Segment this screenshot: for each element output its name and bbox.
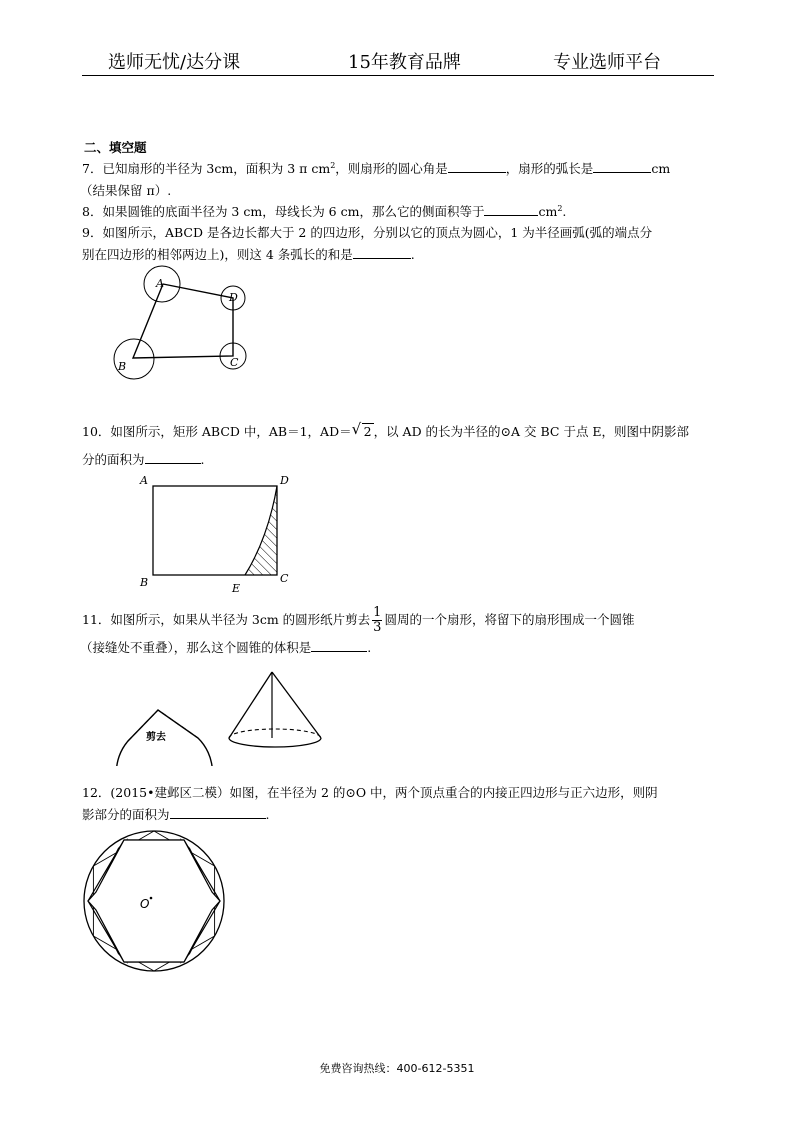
q10-label-b: B — [140, 576, 149, 589]
question-8 — [82, 201, 566, 223]
q12-end: . — [265, 807, 270, 822]
q10-label-e: E — [232, 582, 241, 592]
page-footer: 免费咨询热线：400-612-5351 — [319, 1062, 475, 1075]
q12-inner-region — [88, 840, 220, 962]
question-11-line-1 — [82, 606, 634, 635]
q8-end: . — [562, 204, 567, 219]
q9-text: 别在四边形的相邻两边上)，则这 4 条弧长的和是 — [82, 247, 353, 262]
q10-text-a: 10．如图所示，矩形 ABCD 中，AB＝1，AD＝ — [82, 424, 352, 439]
q11-cone-left-edge — [229, 672, 272, 738]
q10-end: . — [200, 452, 205, 467]
q12-answer-blank[interactable] — [170, 806, 266, 819]
q8-unit: cm — [538, 204, 558, 219]
question-9-line-1: 9．如图所示，ABCD 是各边长都大于 2 的四边形，分别以它的顶点为圆心，1 为半径画弧(弧的端点分 — [82, 225, 653, 240]
page-header — [0, 0, 794, 80]
q8-answer-blank[interactable] — [484, 203, 538, 216]
header-center: 15年教育品牌 — [348, 52, 461, 73]
question-10-line-2 — [82, 449, 205, 471]
q10-shaded-region — [245, 486, 277, 575]
q11-text-b: 圆周的一个扇形，将留下的扇形围成一个圆锥 — [384, 612, 635, 627]
header-right: 专业选师平台 — [553, 52, 661, 73]
q9-label-b: B — [118, 360, 127, 373]
q10-answer-blank[interactable] — [145, 451, 201, 464]
q10-sqrt: √ 2 — [351, 420, 372, 439]
q10-label-a: A — [140, 474, 148, 487]
q10-label-c: C — [280, 572, 289, 585]
q12-text: 影部分的面积为 — [82, 807, 170, 822]
q11-text-a: 11．如图所示，如果从半径为 3cm 的圆形纸片剪去 — [82, 612, 371, 627]
question-11-line-2 — [80, 637, 371, 659]
q11-cut-label: 剪去 — [146, 732, 166, 743]
q7-answer-blank-1[interactable] — [448, 160, 506, 173]
q10-text-b: ，以 AD 的长为半径的⊙A 交 BC 于点 E，则图中阴影部 — [373, 424, 690, 439]
q9-quadrilateral-figure — [108, 262, 248, 384]
q9-label-a: A — [156, 277, 164, 290]
q12-circle-polygons-figure — [80, 828, 232, 974]
question-7-line-1 — [82, 158, 670, 180]
section-title: 二、填空题 — [84, 140, 147, 155]
q11-end: . — [367, 640, 372, 655]
q7-text-c: ，扇形的弧长是 — [505, 161, 594, 176]
q7-answer-blank-2[interactable] — [593, 160, 651, 173]
question-7-line-2: （结果保留 π）. — [80, 183, 172, 198]
q9-circle-b — [114, 339, 154, 379]
q11-sector-cone-figure — [100, 660, 340, 766]
question-10-line-1 — [82, 421, 689, 443]
q11-answer-blank[interactable] — [311, 639, 367, 652]
q8-sup: 2 — [557, 203, 563, 213]
q12-center-dot — [150, 897, 153, 900]
q10-rectangle-figure — [132, 470, 302, 592]
q8-text: 8．如果圆锥的底面半径为 3 cm，母线长为 6 cm，那么它的侧面积等于 — [82, 204, 485, 219]
header-left: 选师无忧/达分课 — [108, 52, 241, 73]
q9-answer-blank[interactable] — [353, 246, 411, 259]
q11-text-c: （接缝处不重叠），那么这个圆锥的体积是 — [80, 640, 312, 655]
q9-label-c: C — [230, 356, 239, 369]
q10-label-d: D — [280, 474, 289, 487]
q10-text-c: 分的面积为 — [82, 452, 145, 467]
question-12-line-2 — [82, 804, 270, 826]
q9-end: . — [410, 247, 415, 262]
header-rule — [82, 75, 714, 76]
q7-text-d: cm — [651, 161, 671, 176]
question-12-line-1: 12．(2015•建邺区二模）如图，在半径为 2 的⊙O 中，两个顶点重合的内接正四边形与正六边形，则阴 — [82, 785, 658, 800]
q9-label-d: D — [229, 291, 238, 304]
q7-text-a: 7．已知扇形的半径为 3cm，面积为 3 π cm — [82, 161, 331, 176]
q7-sup: 2 — [330, 160, 336, 170]
q12-center-label: O — [140, 897, 150, 911]
q11-cone-base-back — [229, 729, 321, 738]
q7-text-b: ，则扇形的圆心角是 — [335, 161, 448, 176]
q11-cone-right-edge — [272, 672, 321, 738]
q11-fraction: $\frac{1}{3}$ — [373, 605, 382, 635]
q11-cone-base-front — [229, 738, 321, 747]
